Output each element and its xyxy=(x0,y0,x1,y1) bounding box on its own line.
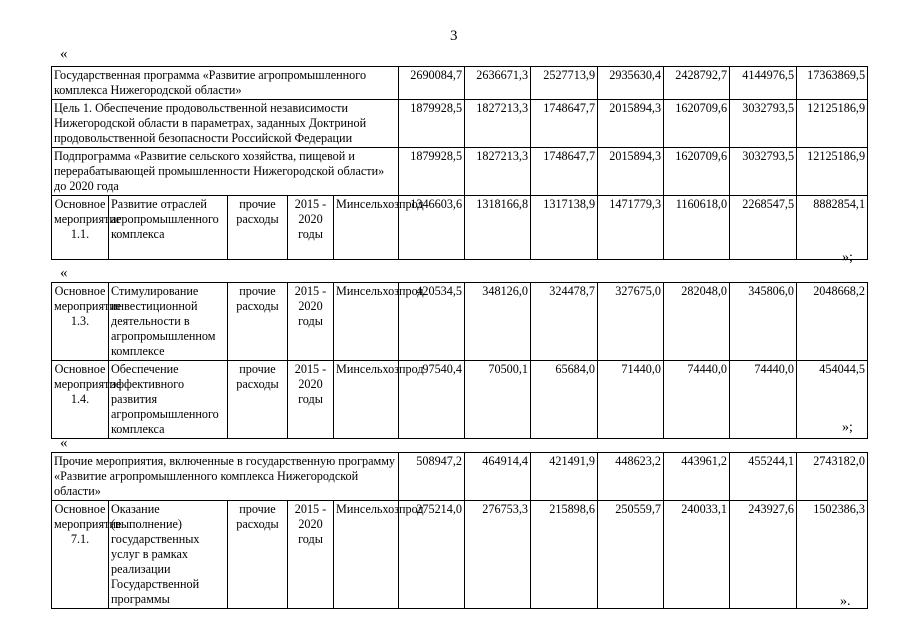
value-cell: 215898,6 xyxy=(531,501,598,609)
value-cell: 2268547,5 xyxy=(730,196,797,260)
value-cell: 1160618,0 xyxy=(664,196,730,260)
period: 2015 - 2020 годы xyxy=(288,361,334,439)
value-cell: 1748647,7 xyxy=(531,100,598,148)
period: 2015 - 2020 годы xyxy=(288,196,334,260)
table-row xyxy=(52,501,868,609)
measure-name: Оказание (выполнение) государственных услуг в рамках реализации Государственной программы xyxy=(109,501,228,609)
value-cell: 1317138,9 xyxy=(531,196,598,260)
executor: Минсельхозпрод xyxy=(334,361,399,439)
value-cell: 12125186,9 xyxy=(797,148,868,196)
measure-name: Развитие отраслей агропромышленного комплекса xyxy=(109,196,228,260)
value-cell: 12125186,9 xyxy=(797,100,868,148)
value-cell: 454044,5 xyxy=(797,361,868,439)
row-title: Прочие мероприятия, включенные в государственную программу «Развитие агропромышленного комплекса Нижегородской области» xyxy=(52,453,399,501)
close-quote: »; xyxy=(842,250,853,265)
value-cell: 250559,7 xyxy=(598,501,664,609)
expense-type: прочие расходы xyxy=(228,196,288,260)
value-cell: 70500,1 xyxy=(465,361,531,439)
value-cell: 1471779,3 xyxy=(598,196,664,260)
value-cell: 97540,4 xyxy=(399,361,465,439)
value-cell: 464914,4 xyxy=(465,453,531,501)
value-cell: 455244,1 xyxy=(730,453,797,501)
value-cell: 3032793,5 xyxy=(730,148,797,196)
value-cell: 327675,0 xyxy=(598,283,664,361)
value-cell: 2935630,4 xyxy=(598,67,664,100)
value-cell: 1879928,5 xyxy=(399,100,465,148)
value-cell: 2636671,3 xyxy=(465,67,531,100)
budget-table-block-3 xyxy=(51,452,868,609)
value-cell: 65684,0 xyxy=(531,361,598,439)
value-cell: 1318166,8 xyxy=(465,196,531,260)
value-cell: 324478,7 xyxy=(531,283,598,361)
value-cell: 1827213,3 xyxy=(465,148,531,196)
open-quote: « xyxy=(60,46,68,62)
measure-code: Основное мероприятие 1.1. xyxy=(52,196,109,260)
close-quote: ». xyxy=(840,594,851,609)
period: 2015 - 2020 годы xyxy=(288,501,334,609)
value-cell: 448623,2 xyxy=(598,453,664,501)
measure-name: Стимулирование инвестиционной деятельности в агропромышленном комплексе xyxy=(109,283,228,361)
expense-type: прочие расходы xyxy=(228,283,288,361)
value-cell: 420534,5 xyxy=(399,283,465,361)
page-number: 3 xyxy=(450,28,458,44)
value-cell: 1827213,3 xyxy=(465,100,531,148)
close-quote: »; xyxy=(842,420,853,435)
table-row xyxy=(52,453,868,501)
value-cell: 2048668,2 xyxy=(797,283,868,361)
value-cell: 1620709,6 xyxy=(664,148,730,196)
measure-name: Обеспечение эффективного развития агропромышленного комплекса xyxy=(109,361,228,439)
expense-type: прочие расходы xyxy=(228,361,288,439)
value-cell: 1748647,7 xyxy=(531,148,598,196)
value-cell: 2527713,9 xyxy=(531,67,598,100)
table-row xyxy=(52,100,868,148)
value-cell: 443961,2 xyxy=(664,453,730,501)
open-quote: « xyxy=(60,265,68,281)
executor: Минсельхозпрод xyxy=(334,196,399,260)
value-cell: 2690084,7 xyxy=(399,67,465,100)
value-cell: 1346603,6 xyxy=(399,196,465,260)
executor: Минсельхозпрод xyxy=(334,283,399,361)
value-cell: 1620709,6 xyxy=(664,100,730,148)
value-cell: 2015894,3 xyxy=(598,100,664,148)
value-cell: 2428792,7 xyxy=(664,67,730,100)
value-cell: 74440,0 xyxy=(664,361,730,439)
value-cell: 8882854,1 xyxy=(797,196,868,260)
value-cell: 2743182,0 xyxy=(797,453,868,501)
value-cell: 243927,6 xyxy=(730,501,797,609)
table-row xyxy=(52,361,868,439)
period: 2015 - 2020 годы xyxy=(288,283,334,361)
measure-code: Основное мероприятие 1.3. xyxy=(52,283,109,361)
executor: Минсельхозпрод xyxy=(334,501,399,609)
value-cell: 282048,0 xyxy=(664,283,730,361)
table-row xyxy=(52,196,868,260)
value-cell: 508947,2 xyxy=(399,453,465,501)
value-cell: 2015894,3 xyxy=(598,148,664,196)
measure-code: Основное мероприятие 7.1. xyxy=(52,501,109,609)
value-cell: 74440,0 xyxy=(730,361,797,439)
measure-code: Основное мероприятие 1.4. xyxy=(52,361,109,439)
value-cell: 4144976,5 xyxy=(730,67,797,100)
budget-table-block-2 xyxy=(51,282,868,439)
value-cell: 17363869,5 xyxy=(797,67,868,100)
value-cell: 1502386,3 xyxy=(797,501,868,609)
open-quote: « xyxy=(60,435,68,451)
expense-type: прочие расходы xyxy=(228,501,288,609)
value-cell: 345806,0 xyxy=(730,283,797,361)
value-cell: 3032793,5 xyxy=(730,100,797,148)
row-title: Государственная программа «Развитие агропромышленного комплекса Нижегородской области» xyxy=(52,67,399,100)
table-row xyxy=(52,67,868,100)
table-row xyxy=(52,283,868,361)
value-cell: 421491,9 xyxy=(531,453,598,501)
value-cell: 71440,0 xyxy=(598,361,664,439)
value-cell: 1879928,5 xyxy=(399,148,465,196)
row-title: Подпрограмма «Развитие сельского хозяйства, пищевой и перерабатывающей промышленности Нижегородской области» до 2020 года xyxy=(52,148,399,196)
value-cell: 348126,0 xyxy=(465,283,531,361)
row-title: Цель 1. Обеспечение продовольственной независимости Нижегородской области в параметрах, заданных Доктриной продовольственной безопасности Российской Федерации xyxy=(52,100,399,148)
value-cell: 240033,1 xyxy=(664,501,730,609)
budget-table-block-1 xyxy=(51,66,868,260)
value-cell: 276753,3 xyxy=(465,501,531,609)
table-row xyxy=(52,148,868,196)
value-cell: 275214,0 xyxy=(399,501,465,609)
